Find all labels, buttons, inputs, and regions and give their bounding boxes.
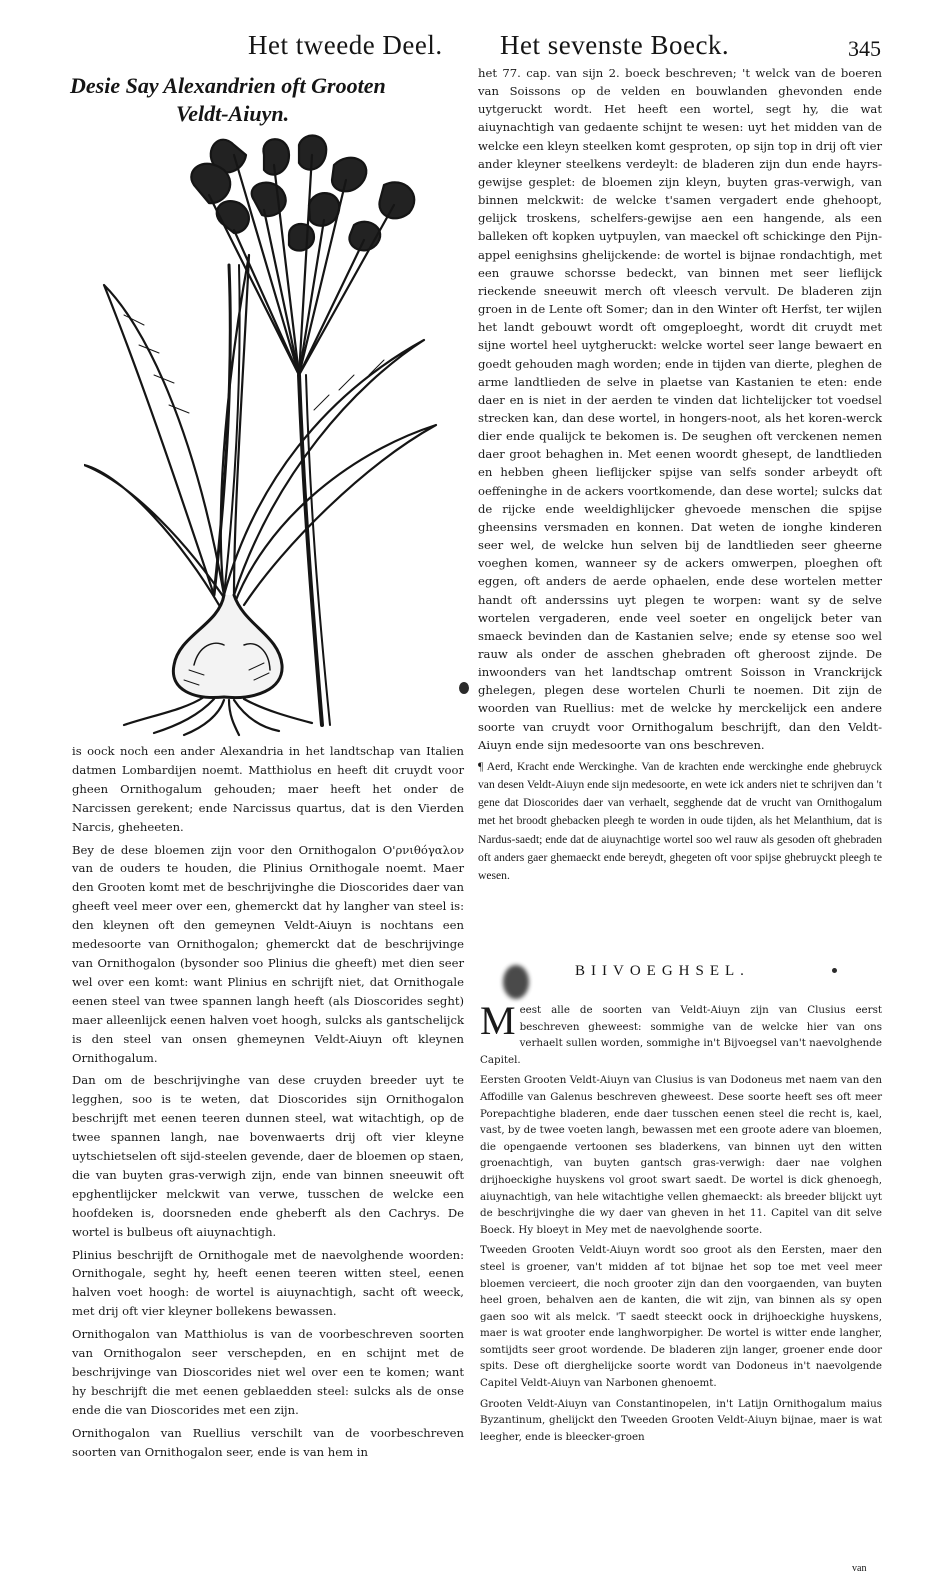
catchword: van bbox=[852, 1563, 867, 1574]
bijvoegsel-text bbox=[480, 998, 882, 1449]
paragraph: Ornithogalon van Matthiolus is van de voorbeschreven soorten van Ornithogalon seer verschepden, en en schijnt met de beschrijvinge van Dioscorides niet wel over een te komen; want hy beschrijft die met eenen geblaedden steel: sulcks als de onse ende die van Dioscorides met een zijn. bbox=[72, 1327, 464, 1417]
section-title-bijvoegsel: BIIVOEGHSEL. bbox=[575, 963, 750, 979]
left-column-text bbox=[72, 742, 464, 1466]
plant-title-line-1: Desie Say Alexandrien oft Grooten bbox=[70, 73, 386, 98]
ink-blot-icon bbox=[459, 682, 469, 694]
paragraph: Dan om de beschrijvinghe van dese cruyden breeder uyt te legghen, soo is te weten, dat Dioscorides sijn Ornithogalon beschrijft met eenen teeren dunnen steel, wat witachtigh, op de twee spannen langh, nae bovenwaerts drij oft vier kleyne uytschietselen oft sijd-steelen gevende, daer de bloemen op staen, die van buyten gras-verwigh zijn, ende van binnen sneeuwit oft epghentlijcker melckwit van verwe, tusschen de welcke een hoofdeken is, doorsneden ende gheberft als den Cachrys. De wortel is bulbeus oft aiuynachtigh. bbox=[72, 1073, 464, 1239]
drop-cap: M bbox=[480, 998, 516, 1043]
paragraph: Bey de dese bloemen zijn voor den Ornithogalon O'ρνιθόγαλον van de ouders te houden, die Plinius Ornithogale noemt. Maer den Grooten komt met de beschrijvinghe die Dioscorides daer van gheeft veel meer over een, ghemerckt dat hy langher van steel is: den kleynen oft den gemeynen Veldt-Aiuyn is nochtans een medesoorte van Ornithogalon; ghemerckt dat de beschrijvinge van Ornithogalon (bysonder soo Plinius die gheeft) met dien seer wel over een komt: want Plinius en schrijft niet, dat Ornithogale eenen steel van twee spannen langh heeft (als Dioscorides seght) maer alleenlijck eenen halven voet hoogh, sulcks als gantschelijck is den steel van onsen ghemeynen Veldt-Aiuyn oft kleynen Ornithogalum. bbox=[72, 842, 464, 1065]
page-number: 345 bbox=[848, 36, 881, 61]
running-header-left: Het tweede Deel. bbox=[248, 30, 443, 60]
paragraph: is oock noch een ander Alexandria in het landtschap van Italien datmen Lombardijen noemt. Matthiolus en heeft dit cruydt voor gheen Ornithogalum gehouden; maer heeft het onder de Narcissen gerekent; ende Narcissus quartus, dat is den Vierden Narcis, gheheeten. bbox=[72, 744, 464, 834]
woodcut-plant-illustration-icon bbox=[84, 125, 456, 737]
right-column-text bbox=[478, 64, 882, 889]
plant-title-line-2: Veldt-Aiuyn. bbox=[176, 101, 290, 126]
paragraph: Ornithogalon van Ruellius verschilt van de voorbeschreven soorten van Ornithogalon seer, ende is van hem in bbox=[72, 1425, 464, 1459]
paragraph: Eersten Grooten Veldt-Aiuyn van Clusius is van Dodoneus met naem van den Affodille van Galenus beschreven gheweest. Dese soorte heeft ses oft meer Porepachtighe bladeren, ende daer tusschen eenen steel die recht is, kael, vast, by de twee voeten langh, bewassen met een groote adere van bloemen, die opengaende vertoonen ses bladerkens, van binnen uyt den witten groenachtigh, van buyten gantsch gras-verwigh: daer nae volghen drijhoeckighe huyskens vol groot swart saedt. De wortel is dick ghenoegh, aiuynachtigh, van hele witachtighe vellen ghemaeckt: als breeder blijckt uyt de beschrijvinghe die wy daer van gheven in het 11. Capitel van dit selve Boeck. Hy bloeyt in Mey met de naevolghende soorte. bbox=[480, 1074, 882, 1236]
ink-blot-icon bbox=[503, 965, 529, 999]
paragraph: het 77. cap. van sijn 2. boeck beschreven; 't welck van de boeren van Soissons op de velden en bouwlanden ghevonden ende uytgeruckt wordt. Het heeft een wortel, segt hy, die wat aiuynachtigh van gedaente schijnt te wesen: uyt het midden van de welcke een kleyn steelken komt gesproten, op sijn top in drij oft vier ander kleyner steelkens verdeylt: de bladeren zijn dun ende hayrs-gewijse gesplet: de bloemen zijn kleyn, buyten gras-verwigh, van binnen melckwit: de welcke t'samen vergadert ende ghehoopt, gelijck troskens, schelfers-gewijse aen een hangende, als een balleken oft kopken uytpuylen, van maeckel oft schickinge den Pijn-appel eenighsins ghelijckende: de wortel is bijnae rondachtigh, met een grauwe schorsse bedeckt, van binnen met seer lieflijck rieckende sneeuwit merch oft vleesch vervult. De bladeren zijn groen in de Lente oft Somer; dan in den Winter oft Herfst, ter wijlen het landt gebouwt wordt oft omgeploeght, wordt dit cruydt met sijne wortel heel uytgheruckt: welcke wortel seer lange bewaert en goedt gehouden magh worden; ende in tijden van dierte, pleghen de arme landtlieden de selve in plaetse van Kastanien te eten: ende daer en is niet in der aerden te vinden dat lichtelijcker tot voedsel strecken kan, dan dese wortel, in hongers-noot, als het koren-werck dier ende qualijck te bekomen is. De seughen oft verckenen nemen daer groot behaghen in. Met eenen woordt ghesept, de landtlieden en hebben gheen lieflijcker spijse van selfs sonder arbeydt oft oeffeninghe in de ackers voortkomende, dan dese wortel; sulcks dat de rijcke ende weeldighlijcker ghevoede menschen die spijse gheensins versmaden en konnen. Dat weten de ionghe kinderen seer wel, de welcke hun selven bij de landtlieden seer gheerne voeghen komen, wanneer sy de ackers omwerpen, ploeghen oft eggen, oft anders de aerde ophaelen, ende dese wortelen metter handt oft anderssins uyt plegen te worpen: want sy de selve wortelen vergaderen, ende veel soeter en ongelijck beter van smaeck bevinden dan de Kastanien selve; ende sy etense soo wel rauw als onder de asschen ghebraden oft gheroost zijnde. De inwoonders van het landtschap omtrent Soisson in Vranckrijck ghelegen, plegen dese wortelen Churli te noemen. Dit zijn de woorden van Ruellius: met de welcke hy merckelijck een andere soorte van cruydt voor Ornithogalum beschrijft, dan den Veldt-Aiuyn ende sijn medesoorte van ons beschreven. bbox=[478, 66, 883, 752]
paragraph: Tweeden Grooten Veldt-Aiuyn wordt soo groot als den Eersten, maer den steel is groener, van't midden af tot bijnae het sop toe met veel meer bloemen vercieert, die noch grooter zijn dan den voorgaenden, van buyten heel groen, behalven aen de kanten, die wit zijn, van binnen als sy open gaen soo wit als melck. 'T saedt steeckt oock in drijhoeckighe huyskens, maer is wat grooter ende langhworpigher. De wortel is witter ende langher, somtijdts seer groot wordende. De bladeren zijn langer, groener ende door spits. Dese oft dierghelijcke soorte wordt van Dodoneus in't naevolgende Capitel Veldt-Aiuyn van Narbonen ghenoemt. bbox=[480, 1244, 882, 1390]
ink-blot-icon bbox=[832, 968, 837, 973]
section-paragraph-aerd-kracht: ¶ Aerd, Kracht ende Werckinghe. Van de krachten ende werckinghe ende ghebruyck van desen Veldt-Aiuyn ende sijn medesoorte, en wete ick anders niet te schrijven dan 't gene dat Dioscorides daer van verhaelt, segghende dat de vrucht van Ornithogalum met het broodt ghebacken pleegh te worden in oude tijden, als het Melanthium, dat is Nardus-saedt; ende dat de aiuynachtige wortel soo wel rauw als gesoden oft ghebraden oft anders gaer ghemaeckt ende bereydt, ghegeten oft voor spijse ghebruyckt pleegh te wesen. bbox=[478, 759, 882, 882]
paragraph bbox=[480, 998, 882, 1068]
paragraph: Plinius beschrijft de Ornithogale met de naevolghende woorden: Ornithogale, seght hy, heeft eenen teeren witten steel, eenen halven voet hoogh: de wortel is aiuynachtigh, sacht oft weeck, met drij oft vier kleyner bollekens bewassen. bbox=[72, 1247, 464, 1319]
paragraph: Grooten Veldt-Aiuyn van Constantinopelen, in't Latijn Ornithogalum maius Byzantinum, ghelijckt den Tweeden Grooten Veldt-Aiuyn bijnae, maer is wat leegher, ende is bleecker-groen bbox=[480, 1397, 882, 1443]
plant-title bbox=[70, 72, 450, 128]
flower-cluster-icon bbox=[191, 136, 414, 251]
paragraph-text: eest alle de soorten van Veldt-Aiuyn zijn van Clusius eerst beschreven gheweest: sommighe van de welcke hier van ons verhaelt sullen worden, sommighe in't Bijvoegsel van't naevolghende Capitel. bbox=[480, 1004, 882, 1066]
running-header-right: Het sevenste Boeck. bbox=[500, 30, 730, 60]
